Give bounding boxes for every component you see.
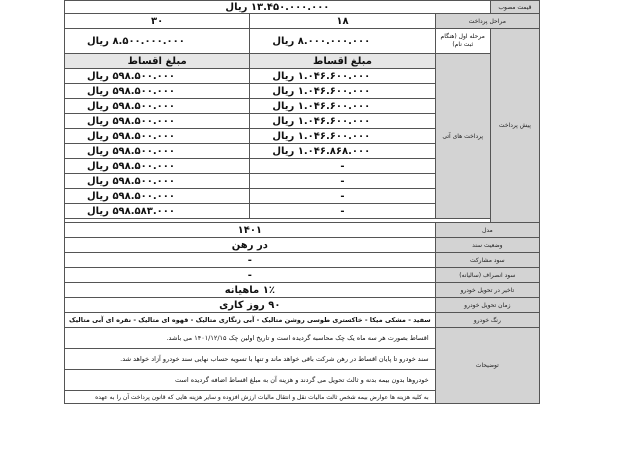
row-installments-header xyxy=(65,54,540,69)
plan-1-installment: ۱.۰۴۶.۶۰۰.۰۰۰ ریال xyxy=(250,69,435,84)
plan-1-installment: ۱.۰۴۶.۸۶۸.۰۰۰ ریال xyxy=(250,144,435,159)
plan-2-installment: ۵۹۸.۵۰۰.۰۰۰ ریال xyxy=(65,174,250,189)
plan-2-installment: ۵۹۸.۵۰۰.۰۰۰ ریال xyxy=(65,99,250,114)
car-color-value: سفید - مشکی میکا - خاکستری طوسی روشن متالیک - آبی زنگاری متالیک - قهوه ای متالیک - نقره ای آبی متالیک xyxy=(65,313,436,328)
note-1: اقساط بصورت هر سه ماه یک چک محاسبه گردیده است و تاریخ اولین چک ۱۴۰۱/۱۲/۱۵ می باشد. xyxy=(65,328,436,349)
row-delivery-time xyxy=(65,298,540,313)
plan-1-installment: ۱.۰۴۶.۶۰۰.۰۰۰ ریال xyxy=(250,84,435,99)
label-first-payment: مرحله اول (هنگام ثبت نام) xyxy=(435,29,490,54)
document-status-value: در رهن xyxy=(65,238,436,253)
label-delivery-time: زمان تحویل خودرو xyxy=(435,298,539,313)
penalty-value: - xyxy=(65,268,436,283)
plan-2-installment: ۵۹۸.۵۰۰.۰۰۰ ریال xyxy=(65,114,250,129)
label-model: مدل xyxy=(435,223,539,238)
plan-2-installment: ۵۹۸.۵۰۰.۰۰۰ ریال xyxy=(65,84,250,99)
row-car-color xyxy=(65,313,540,328)
plan-2-installment: ۵۹۸.۵۰۰.۰۰۰ ریال xyxy=(65,129,250,144)
label-penalty: سود انصراف (سالیانه) xyxy=(435,268,539,283)
row-delay-penalty xyxy=(65,283,540,298)
note-3: خودروها بدون بیمه بدنه و ثالث تحویل می گردند و هزینه آن به مبلغ اقساط اضافه گردیده است xyxy=(65,370,436,391)
plan-2-installment: ۵۹۸.۵۸۳.۰۰۰ ریال xyxy=(65,204,250,219)
plan-1-installment: - xyxy=(250,189,435,204)
row-model xyxy=(65,223,540,238)
plan-1-months: ۱۸ xyxy=(250,14,435,29)
row-final-price xyxy=(65,1,540,14)
plan-2-installment: ۵۹۸.۵۰۰.۰۰۰ ریال xyxy=(65,159,250,174)
plan-1-installment: ۱.۰۴۶.۶۰۰.۰۰۰ ریال xyxy=(250,129,435,144)
plan-1-installment: - xyxy=(250,159,435,174)
label-prepayment: پیش پرداخت xyxy=(490,29,539,223)
label-participation-profit: سود مشارکت xyxy=(435,253,539,268)
row-participation-profit xyxy=(65,253,540,268)
plan-2-installment: ۵۹۸.۵۰۰.۰۰۰ ریال xyxy=(65,69,250,84)
plan-1-installments-header: مبلغ اقساط xyxy=(250,54,435,69)
label-future-payments: پرداخت های آتی xyxy=(435,54,490,219)
plan-2-installments-header: مبلغ اقساط xyxy=(65,54,250,69)
note-2: سند خودرو تا پایان اقساط در رهن شرکت باقی خواهد ماند و تنها با تسویه حساب نهایی سند خودرو آزاد خواهد شد. xyxy=(65,349,436,370)
plan-1-installment: ۱.۰۴۶.۶۰۰.۰۰۰ ریال xyxy=(250,99,435,114)
row-note-1 xyxy=(65,328,540,349)
delivery-time-value: ۹۰ روز کاری xyxy=(65,298,436,313)
row-first-payment xyxy=(65,29,540,54)
row-penalty xyxy=(65,268,540,283)
plan-1-installment: - xyxy=(250,174,435,189)
label-delay-penalty: تاخیر در تحویل خودرو xyxy=(435,283,539,298)
delay-penalty-value: ۱٪ ماهیانه xyxy=(65,283,436,298)
note-4: به کلیه هزینه ها عوارض بیمه شخص ثالث مالیات نقل و انتقال مالیات ارزش افزوده و سایر هزینه هایی که قانون پرداخت آن را به عهده xyxy=(65,391,436,404)
plan-2-installment: ۵۹۸.۵۰۰.۰۰۰ ریال xyxy=(65,189,250,204)
plan-1-first-payment: ۸.۰۰۰.۰۰۰.۰۰۰ ریال xyxy=(250,29,435,54)
participation-profit-value: - xyxy=(65,253,436,268)
label-notes: توضیحات xyxy=(435,328,539,404)
plan-1-installment: - xyxy=(250,204,435,219)
top-price: ۱۳.۴۵۰.۰۰۰.۰۰۰ ریال xyxy=(65,1,491,14)
row-document-status xyxy=(65,238,540,253)
plan-2-first-payment: ۸.۵۰۰.۰۰۰.۰۰۰ ریال xyxy=(65,29,250,54)
label-payment-stages: مراحل پرداخت xyxy=(435,14,539,29)
label-document-status: وضعیت سند xyxy=(435,238,539,253)
model-value: ۱۴۰۱ xyxy=(65,223,436,238)
label-car-color: رنگ خودرو xyxy=(435,313,539,328)
plan-2-installment: ۵۹۸.۵۰۰.۰۰۰ ریال xyxy=(65,144,250,159)
sales-plan-table xyxy=(64,0,540,404)
plan-1-installment: ۱.۰۴۶.۶۰۰.۰۰۰ ریال xyxy=(250,114,435,129)
plan-2-months: ۳۰ xyxy=(65,14,250,29)
row-payment-stages xyxy=(65,14,540,29)
label-final-price: قیمت مصوب xyxy=(490,1,539,14)
